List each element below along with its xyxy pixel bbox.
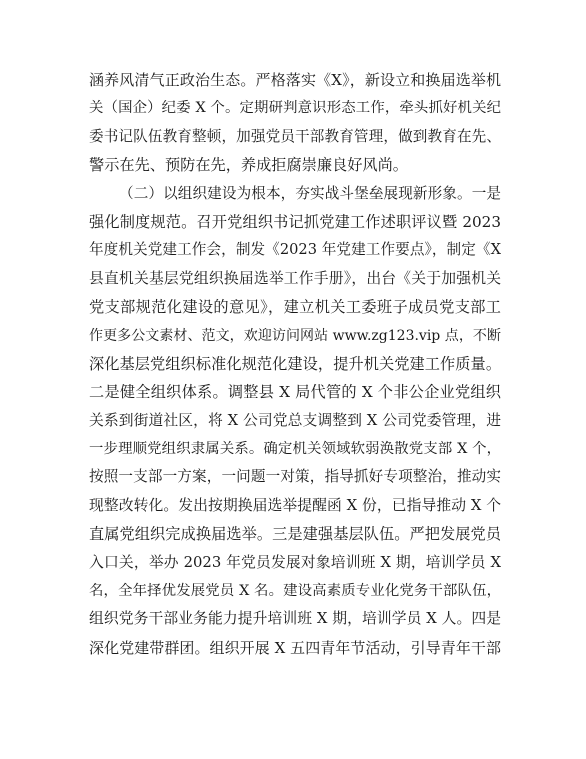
text-line: 直属党组织完成换届选举。三是建强基层队伍。严把发展党员 [89, 525, 501, 544]
text-line: 名，全年择优发展党员 X 名。建设高素质专业化党务干部队伍， [89, 583, 501, 600]
text-line: 深化党建带群团。组织开展 X 五四青年节活动，引导青年干部 [89, 638, 501, 657]
text-line: 党支部规范化建设的意见》，建立机关工委班子成员党支部工 [89, 298, 501, 317]
text-line: 入口关，举办 2023 年党员发展对象培训班 X 期，培训学员 X [89, 553, 501, 571]
text-line: 一步理顺党组织隶属关系。确定机关领域软弱涣散党支部 X 个， [89, 441, 501, 458]
text-line: 关系到街道社区，将 X 公司党总支调整到 X 公司党委管理，进 [89, 411, 501, 429]
text-line: 委书记队伍教育整顿，加强党员干部教育管理，做到教育在先、 [89, 127, 501, 145]
text-line: 按照一支部一方案，一问题一对策，指导抓好专项整治，推动实 [89, 468, 501, 486]
text-line: 涵养风清气正政治生态。严格落实《X》，新设立和换届选举机 [89, 71, 501, 89]
text-line: 作更多公文素材、范文，欢迎访问网站 www.zg123.vip 点，不断 [89, 327, 501, 344]
section-heading-line: （二）以组织建设为根本，夯实战斗堡垒展现新形象。一是 [119, 184, 501, 202]
text-line: 现整改转化。发出按期换届选举提醒函 X 份，已指导推动 X 个 [89, 496, 501, 514]
text-line: 深化基层党组织标准化规范化建设，提升机关党建工作质量。 [89, 354, 501, 373]
body-text [89, 66, 501, 662]
text-line: 警示在先、预防在先，养成拒腐崇廉良好风尚。 [89, 156, 408, 175]
text-line: 强化制度规范。召开党组织书记抓党建工作述职评议暨 2023 [89, 212, 501, 231]
text-line: 年度机关党建工作会，制发《2023 年党建工作要点》，制定《X [89, 241, 501, 259]
text-line: 二是健全组织体系。调整县 X 局代管的 X 个非公企业党组织 [89, 383, 501, 402]
text-line: 关（国企）纪委 X 个。定期研判意识形态工作，牵头抓好机关纪 [89, 100, 501, 117]
text-line: 县直机关基层党组织换届选举工作手册》，出台《关于加强机关 [89, 269, 501, 287]
text-line: 组织党务干部业务能力提升培训班 X 期，培训学员 X 人。四是 [89, 610, 501, 628]
